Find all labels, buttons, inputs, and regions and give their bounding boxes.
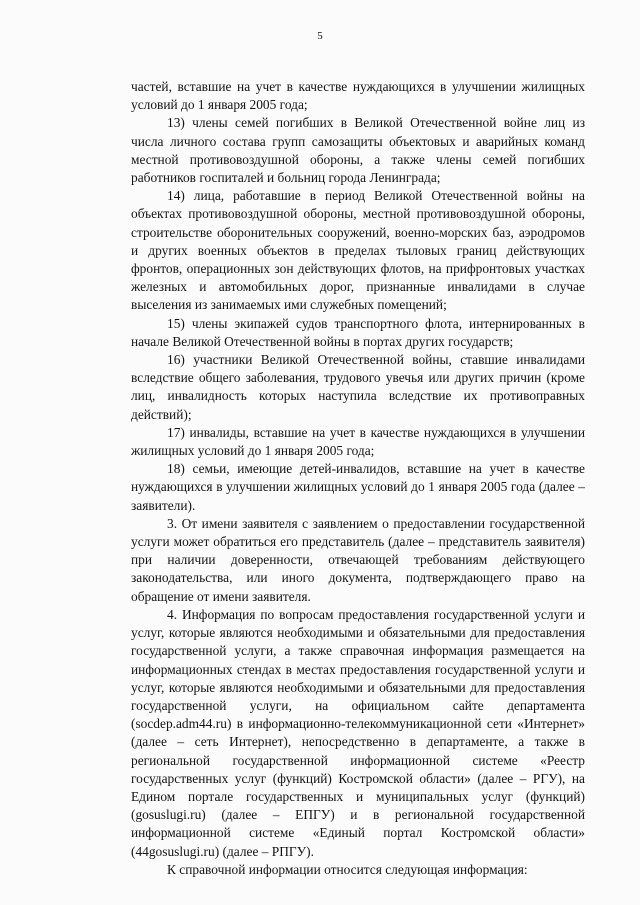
paragraph: 14) лица, работавшие в период Великой Отечественной войны на объектах противовоздушной обороны, местной противовоздушной обороны, строительстве оборонительных сооружений, военно-морских баз, аэродромов и других военных объектов в пределах тыловых границ действующих фронтов, операционных зон действующих флотов, на прифронтовых участках железных и автомобильных дорог, признанные инвалидами в случае выселения из занимаемых ими служебных помещений; [131, 188, 585, 313]
paragraph: 17) инвалиды, вставшие на учет в качестве нуждающихся в улучшении жилищных условий до 1 января 2005 года; [131, 424, 585, 459]
paragraph: 15) члены экипажей судов транспортного флота, интернированных в начале Великой Отечественной войны в портах других государств; [131, 315, 585, 349]
paragraph: 13) члены семей погибших в Великой Отечественной войне лиц из числа личного состава групп самозащиты объектовых и аварийных команд местной противовоздушной обороны, а также члены семей погибших работников госпиталей и больниц города Ленинграда; [131, 115, 585, 186]
paragraph: 18) семьи, имеющие детей-инвалидов, вставшие на учет в качестве нуждающихся в улучшении жилищных условий до 1 января 2005 года (далее – заявители). [131, 461, 585, 513]
page-number: 5 [317, 30, 323, 42]
paragraph: К справочной информации относится следующая информация: [167, 861, 528, 877]
document-body [131, 78, 585, 879]
paragraph: частей, вставшие на учет в качестве нуждающихся в улучшении жилищных условий до 1 января 2005 года; [131, 79, 585, 113]
paragraph: 3. От имени заявителя с заявлением о предоставлении государственной услуги может обратиться его представитель (далее – представитель заявителя) при наличии доверенности, отвечающей требованиям действующего законодательства, или иного документа, подтверждающего право на обращение от имени заявителя. [131, 515, 585, 604]
paragraph: 16) участники Великой Отечественной войны, ставшие инвалидами вследствие общего заболевания, трудового увечья или других причин (кроме лиц, инвалидность которых наступила вследствие их противоправных действий); [131, 352, 585, 422]
paragraph: 4. Информация по вопросам предоставления государственной услуги и услуг, которые являются необходимыми и обязательными для предоставления государственной услуги, а также справочная информация размещается на информационных стендах в местах предоставления государственной услуги и услуг, которые являются необходимыми и обязательными для предоставления государственной услуги, на официальном сайте департамента (socdep.adm44.ru) в информационно-телекоммуникационной сети «Интернет» (далее – сеть Интернет), непосредственно в департаменте, а также в региональной государственной информационной системе «Реестр государственных услуг (функций) Костромской области» (далее – РГУ), на Едином портале государственных и муниципальных услуг (функций) (gosuslugi.ru) (далее – ЕПГУ) и в региональной государственной информационной системе «Единый портал Костромской области» (44gosuslugi.ru) (далее – РПГУ). [131, 606, 585, 859]
